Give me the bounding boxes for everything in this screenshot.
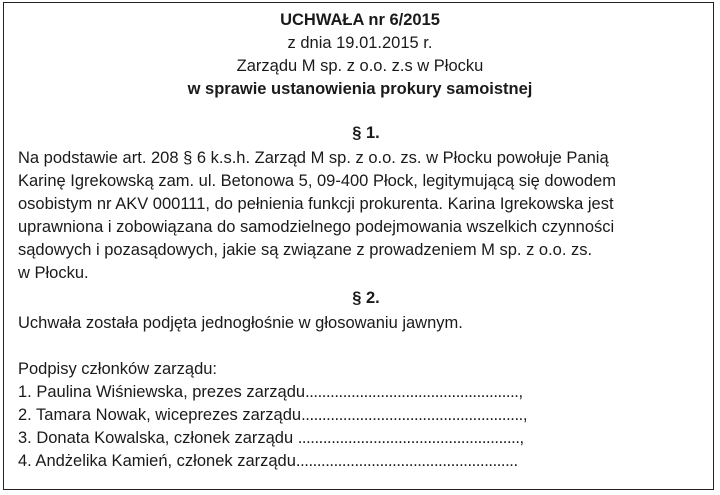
section-1-line: Na podstawie art. 208 § 6 k.s.h. Zarząd M sp. z o.o. zs. w Płocku powołuje Panią xyxy=(18,149,609,167)
resolution-date: z dnia 19.01.2015 r. xyxy=(287,34,433,52)
signature-line xyxy=(18,427,524,449)
signature-line xyxy=(18,450,518,472)
signature-placeholder: ....................................................., xyxy=(301,406,528,424)
resolution-title: UCHWAŁA nr 6/2015 xyxy=(280,11,440,29)
section-2-text: Uchwała została podjęta jednogłośnie w głosowaniu jawnym. xyxy=(18,314,463,332)
signature-line xyxy=(18,381,523,403)
signatory-name: 4. Andżelika Kamień, członek zarządu xyxy=(18,452,296,470)
issuing-body: Zarządu M sp. z o.o. z.s w Płocku xyxy=(236,57,484,75)
section-1-line: Karinę Igrekowską zam. ul. Betonowa 5, 09-400 Płock, legitymującą się dowodem xyxy=(18,172,616,190)
section-1-heading: § 1. xyxy=(352,124,380,142)
signature-placeholder: ....................................................., xyxy=(297,429,524,447)
signatory-name: 2. Tamara Nowak, wiceprezes zarządu xyxy=(18,406,302,424)
section-1-line: uprawniona i zobowiązana do samodzielnego podejmowania wszelkich czynności xyxy=(18,218,615,236)
signatory-name: 1. Paulina Wiśniewska, prezes zarządu xyxy=(18,383,306,401)
resolution-subject: w sprawie ustanowienia prokury samoistnej xyxy=(187,80,533,98)
section-1-line: sądowych i pozasądowych, jakie są związane z prowadzeniem M sp. z o.o. zs. xyxy=(18,241,593,259)
signatures-label: Podpisy członków zarządu: xyxy=(18,360,218,378)
signature-placeholder: ..................................................... xyxy=(295,452,518,470)
section-1-line: osobistym nr AKV 000111, do pełnienia funkcji prokurenta. Karina Igrekowska jest xyxy=(18,195,614,213)
signature-line xyxy=(18,404,527,426)
section-1-line: w Płocku. xyxy=(18,264,89,282)
signatory-name: 3. Donata Kowalska, członek zarządu xyxy=(18,429,298,447)
signature-placeholder: ..................................................., xyxy=(305,383,523,401)
section-2-heading: § 2. xyxy=(352,289,380,307)
